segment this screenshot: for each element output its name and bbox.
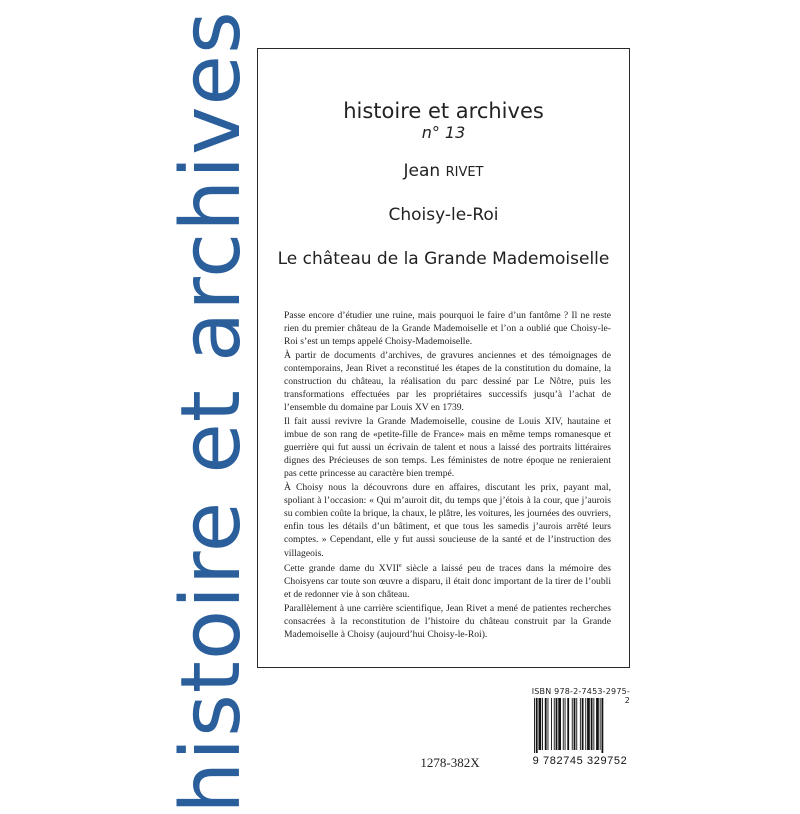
- issue-number: n° 13: [421, 123, 466, 142]
- barcode-bar: [558, 698, 561, 750]
- barcode-bar: [593, 698, 594, 750]
- blurb: [284, 309, 611, 602]
- back-cover-card: [257, 48, 630, 668]
- barcode-bar: [565, 698, 566, 750]
- blurb-text: siècle a laissé peu de traces dans la mémoire des Choisyens car toute son œuvre a disparu, il était donc important de la tirer de l’oubli et de redonner vie à son château.: [284, 563, 611, 601]
- series-title: histoire et archives: [343, 99, 544, 123]
- barcode-digits: 9 782745 329752: [532, 755, 628, 767]
- barcode-bar: [554, 698, 555, 750]
- barcode-bar: [596, 698, 599, 750]
- spine-title: histoire et archives: [164, 10, 259, 814]
- blurb-paragraph: Il fait aussi revivre la Grande Mademoiselle, cousine de Louis XIV, hautaine et imbue de son rang de «petite-fille de France» mais en même temps romanesque et guerrière qui fut aussi un écrivain de talent et nous a laissé des portraits littéraires dignes des Précieuses de son temps. Les féministes de notre époque ne renieraient pas cette princesse au caractère bien trempé.: [284, 415, 611, 480]
- barcode-bar: [574, 698, 576, 750]
- barcode-bar: [539, 698, 542, 750]
- barcode-bar: [567, 698, 569, 750]
- author-first-name: Jean: [403, 161, 446, 181]
- issn: 1278-382X: [420, 755, 480, 770]
- barcode-bar: [536, 698, 538, 753]
- blurb-paragraph: À Choisy nous la découvrons dure en affaires, discutant les prix, payant mal, spoliant à l’occasion: « Qui m’auroit dit, du temps que j’étois à la cour, que j’aurois su combien coûte la brique, la chaux, le plâtre, les voitures, les journées des ouvriers, enfin tous les détails d’un bâtiment, et que tous les samedis j’aurois arrêté leurs comptes. » Cependant, elle y fut aussi soucieuse de la santé et de l’instruction des villageois.: [284, 481, 611, 559]
- book-subtitle: Le château de la Grande Mademoiselle: [277, 249, 610, 269]
- blurb-paragraph: Passe encore d’étudier une ruine, mais pourquoi le faire d’un fantôme ? Il ne reste rien du premier château de la Grande Mademoiselle et l’on a oublié que Choisy-le-Roi s’est un temps appelé Choisy-Mademoiselle.: [284, 310, 611, 348]
- barcode-bar: [585, 698, 586, 750]
- barcode-bar: [545, 698, 547, 750]
- barcode: [530, 698, 630, 753]
- barcode-bar: [580, 698, 581, 750]
- century-superscript: e: [399, 562, 402, 569]
- barcode-bar: [548, 698, 549, 750]
- barcode-bar: [591, 698, 593, 750]
- barcode-bar: [534, 698, 535, 753]
- barcode-bar: [542, 698, 543, 750]
- author-name: [258, 161, 629, 181]
- barcode-bar: [563, 698, 564, 750]
- author-bio: Parallèlement à une carrière scientifique, Jean Rivet a mené de patientes recherches consacrées à la reconstitution de l’histoire du château construit par la Grande Mademoiselle à Choisy (aujourd’hui Choisy-le-Roi).: [284, 603, 611, 641]
- century-text: Cette grande dame du XVII: [284, 563, 400, 575]
- author-last-name: RIVET: [445, 165, 484, 180]
- blurb-paragraph: À partir de documents d’archives, de gravures anciennes et des témoignages de contemporains, Jean Rivet a reconstitué les étapes de la constitution du domaine, la construction du château, la réalisation du parc dessiné par Le Nôtre, puis les transformations effectuées par les propriétaires successifs jusqu’à l’achat de l’ensemble du domaine par Louis XV en 1739.: [284, 349, 611, 414]
- book-title: Choisy-le-Roi: [388, 205, 499, 225]
- blurb-paragraph: [284, 560, 611, 602]
- isbn-label: ISBN 978-2-7453-2975-2: [531, 687, 630, 705]
- barcode-bar: [551, 698, 552, 750]
- barcode-bar: [572, 698, 573, 750]
- barcode-bar: [556, 698, 558, 750]
- barcode-bar: [602, 698, 604, 753]
- barcode-bar: [600, 698, 601, 750]
- isbn-block: [530, 687, 630, 769]
- barcode-bar: [587, 698, 590, 750]
- barcode-bar: [582, 698, 584, 750]
- barcode-bar: [576, 698, 577, 750]
